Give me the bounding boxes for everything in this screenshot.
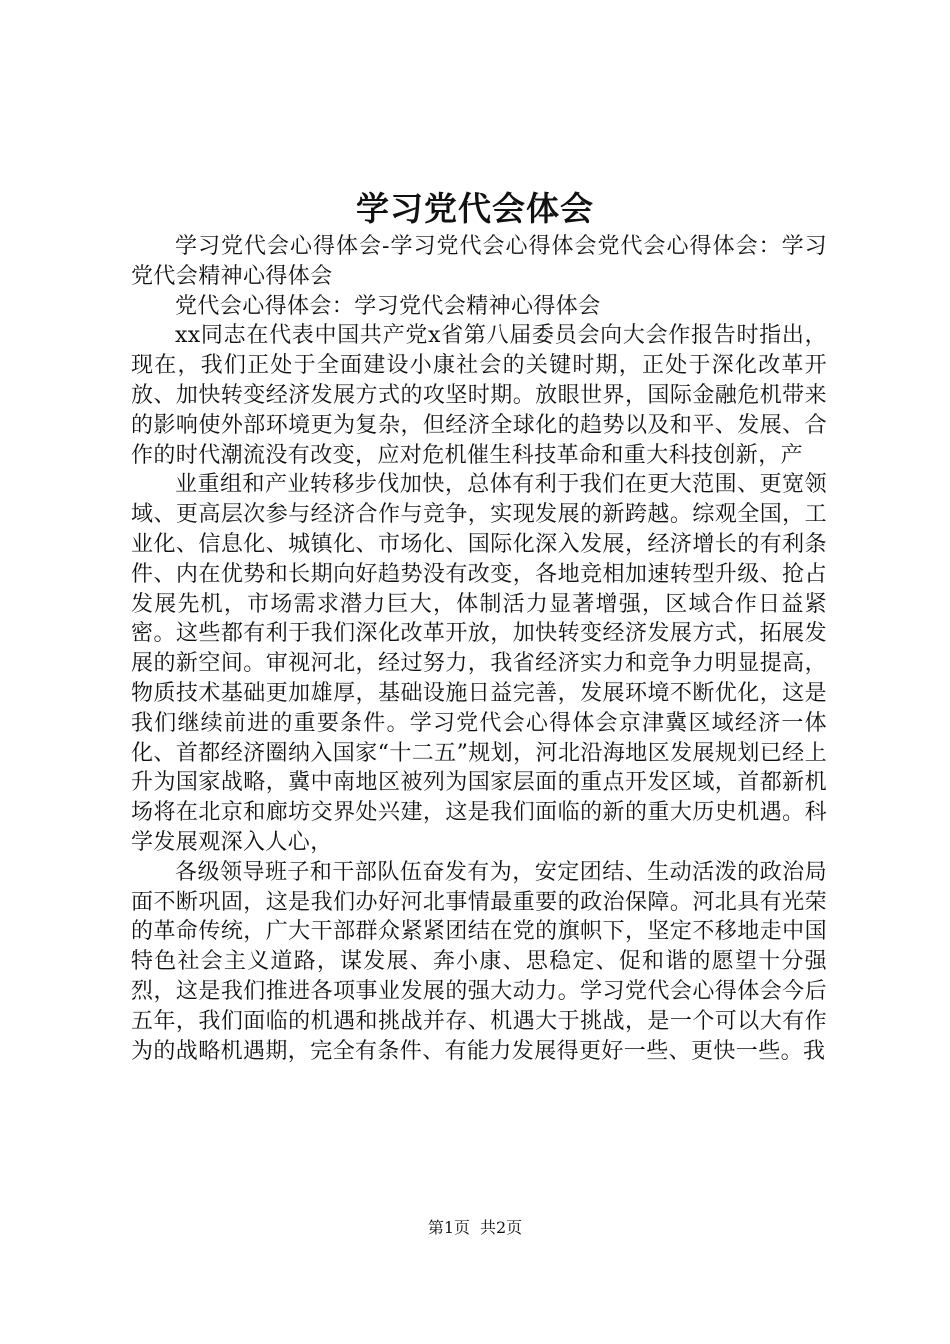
paragraph-4: 业重组和产业转移步伐加快，总体有利于我们在更大范围、更宽领域、更高层次参与经济合作与竞争，实现发展的新跨越。综观全国，工业化、信息化、城镇化、市场化、国际化深入发展，经济增长的有利条件、内在优势和长期向好趋势没有改变，各地竞相加速转型升级、抢占发展先机，市场需求潜力巨大，体制活力显著增强，区域合作日益紧密。这些都有利于我们深化改革开放，加快转变经济发展方式，拓展发展的新空间。审视河北，经过努力，我省经济实力和竞争力明显提高，物质技术基础更加雄厚，基础设施日益完善，发展环境不断优化，这是我们继续前进的重要条件。学习党代会心得体会京津冀区域经济一体化、首都经济圈纳入国家“十二五”规划，河北沿海地区发展规划已经上升为国家战略，冀中南地区被列为国家层面的重点开发区域，首都新机场将在北京和廊坊交界处兴建，这是我们面临的新的重大历史机遇。科学发展观深入人心， xyxy=(131,472,827,855)
paragraph-5: 各级领导班子和干部队伍奋发有为，安定团结、生动活泼的政治局面不断巩固，这是我们办好河北事情最重要的政治保障。河北具有光荣的革命传统，广大干部群众紧紧团结在党的旗帜下，坚定不移地走中国特色社会主义道路，谋发展、奔小康、思稳定、促和谐的愿望十分强烈，这是我们推进各项事业发展的强大动力。学习党代会心得体会今后五年，我们面临的机遇和挑战并存、机遇大于挑战，是一个可以大有作为的战略机遇期，完全有条件、有能力发展得更好一些、更快一些。我 xyxy=(131,859,827,1064)
page-number: 第1页 xyxy=(427,1218,470,1237)
paragraph-1: 学习党代会心得体会-学习党代会心得体会党代会心得体会：学习党代会精神心得体会 xyxy=(131,234,827,289)
paragraph-3: xx同志在代表中国共产党x省第八届委员会向大会作报告时指出，现在，我们正处于全面建设小康社会的关键时期，正处于深化改革开放、加快转变经济发展方式的攻坚时期。放眼世界，国际金融危机带来的影响使外部环境更为复杂，但经济全球化的趋势以及和平、发展、合作的时代潮流没有改变，应对危机催生科技革命和重大科技创新，产 xyxy=(131,323,827,468)
page-total: 共2页 xyxy=(480,1218,523,1237)
page-footer xyxy=(0,1216,950,1240)
paragraph-2: 党代会心得体会：学习党代会精神心得体会 xyxy=(175,293,601,319)
document-title: 学习党代会体会 xyxy=(356,189,594,228)
document-body xyxy=(131,232,827,1066)
